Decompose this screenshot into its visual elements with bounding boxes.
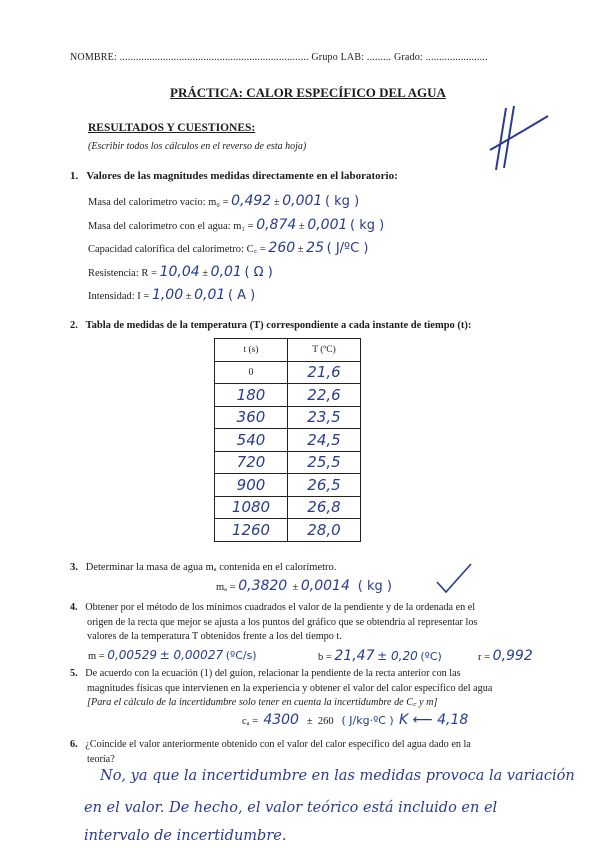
q3-heading (70, 562, 336, 573)
table-row: 720 25,5 (215, 451, 361, 474)
ma-error: 0,0014 (300, 578, 350, 594)
col-temp-header: T (ºC) (288, 339, 361, 362)
q3-answer: mₐ = 0,3820 ± 0,0014 ( kg ) (216, 578, 392, 594)
q5-heading (70, 667, 492, 711)
grado-label: Grado: (393, 52, 423, 63)
q1-row-m0: Masa del calorímetro vacío: m₀ = 0,492 ± 0,001 ( kg ) (88, 193, 360, 209)
grupo-label: Grupo LAB: (311, 52, 365, 63)
specific-heat-unit: ( J/kg·ºC ) (341, 714, 394, 727)
intercept-unit: (ºC) (420, 650, 442, 663)
q6-heading (70, 738, 471, 767)
q1-number: 1. (70, 170, 79, 182)
grader-mark (478, 104, 558, 176)
nombre-label: NOMBRE: (70, 52, 117, 63)
intercept-value: 21,47 (334, 648, 375, 664)
table-header-row (215, 339, 361, 362)
q4-number: 4. (70, 602, 78, 613)
m0-unit: ( kg ) (324, 194, 360, 209)
m0-value: 0,492 (231, 193, 272, 209)
q1-row-i: Intensidad: I = 1,00 ± 0,01 ( A ) (88, 287, 256, 303)
q4-text-2: origen de la recta que mejor se ajusta a los puntos del gráfico que se obtendría al representar los (87, 616, 478, 628)
checkmark-icon (434, 560, 474, 596)
i-value: 1,00 (151, 287, 184, 303)
q5-text-1: De acuerdo con la ecuación (1) del guion, relacionar la pendiente de la recta anterior con las (85, 668, 461, 679)
table-row: 900 26,5 (215, 474, 361, 497)
cc-unit: ( J/ºC ) (326, 241, 369, 256)
m1-error: 0,001 (307, 217, 348, 233)
m1-value: 0,874 (256, 217, 297, 233)
results-heading: RESULTADOS Y CUESTIONES: (88, 122, 256, 134)
q3-text: Determinar la masa de agua mₐ contenida en el calorímetro. (85, 562, 337, 573)
slope-unit: (ºC/s) (225, 649, 257, 662)
r-coefficient: 0,992 (492, 648, 533, 664)
q1-heading (70, 170, 398, 182)
slope-error: ± 0,00027 (159, 648, 224, 662)
r-value: 10,04 (159, 264, 200, 280)
i-unit: ( A ) (227, 288, 256, 303)
q4-correlation: r = 0,992 (478, 648, 533, 664)
q6-answer-line-2: en el valor. De hecho, el valor teórico está incluido en el (84, 800, 498, 816)
q3-number: 3. (70, 562, 78, 573)
q1-row-m1: Masa del calorímetro con el agua: m₁ = 0,874 ± 0,001 ( kg ) (88, 217, 385, 233)
q5-answer: cₐ = 4300 ± 260 ( J/kg·ºC ) K ⟵ 4,18 (242, 712, 469, 728)
ma-unit: ( kg ) (357, 579, 392, 594)
q5-text-3: [Para el cálculo de la incertidumbre solo tener en cuenta la incertidumbre de C꜀ y m] (87, 697, 438, 708)
m0-error: 0,001 (282, 193, 323, 209)
q4-intercept: b = 21,47 ± 0,20 (ºC) (318, 648, 442, 664)
q6-answer-line-3: intervalo de incertidumbre. (84, 828, 287, 844)
table-row: 1080 26,8 (215, 496, 361, 519)
intercept-error: ± 0,20 (377, 649, 418, 663)
q2-heading (70, 320, 471, 331)
specific-heat-value: 4300 (263, 712, 299, 728)
header-line: NOMBRE: ...................................................................... Grupo LAB: ......... Grado: ....................... (70, 52, 488, 63)
slope-value: 0,00529 (107, 648, 157, 662)
m1-unit: ( kg ) (350, 218, 385, 233)
cc-error: 25 (306, 240, 324, 256)
q6-text-1: ¿Coincide el valor anteriormente obtenido con el valor del calor específico del agua dado en la (85, 739, 471, 750)
r-unit: ( Ω ) (244, 265, 273, 280)
table-row: 0 21,6 (215, 361, 361, 384)
results-note: (Escribir todos los cálculos en el reverso de esta hoja) (88, 141, 307, 152)
table-row: 1260 28,0 (215, 519, 361, 542)
specific-heat-error: 260 (317, 716, 334, 727)
q4-heading (70, 601, 477, 645)
table-row: 180 22,6 (215, 384, 361, 407)
theoretical-note: K ⟵ 4,18 (398, 712, 469, 728)
q4-answer: m = 0,00529 ± 0,00027 (ºC/s) (88, 648, 257, 662)
q1-row-r: Resistencia: R = 10,04 ± 0,01 ( Ω ) (88, 264, 273, 280)
q4-text-1: Obtener por el método de los mínimos cuadrados el valor de la pendiente y de la ordenada en el (85, 602, 476, 613)
i-error: 0,01 (194, 287, 226, 303)
temperature-table (214, 338, 361, 542)
q1-row-cc: Capacidad calorífica del calorímetro: C꜀ = 260 ± 25 ( J/ºC ) (88, 240, 369, 256)
q1-text: Valores de las magnitudes medidas directamente en el laboratorio: (86, 170, 398, 182)
q6-number: 6. (70, 739, 78, 750)
table-row: 360 23,5 (215, 406, 361, 429)
cc-value: 260 (268, 240, 296, 256)
q4-text-3: valores de la temperatura T obtenidos frente a los del tiempo t. (87, 631, 342, 642)
table-row: 540 24,5 (215, 429, 361, 452)
q5-text-2: magnitudes físicas que intervienen en la experiencia y obtener el valor del calor específico del agua (87, 682, 493, 694)
ma-value: 0,3820 (238, 578, 288, 594)
q6-answer-line-1: No, ya que la incertidumbre en las medidas provoca la variación (100, 768, 575, 784)
page-title: PRÁCTICA: CALOR ESPECÍFICO DEL AGUA (170, 85, 446, 100)
q5-number: 5. (70, 668, 78, 679)
r-error: 0,01 (210, 264, 242, 280)
q6-text-2: teoría? (87, 753, 115, 765)
col-time-header: t (s) (215, 339, 288, 362)
q2-number: 2. (70, 320, 78, 331)
q2-text: Tabla de medidas de la temperatura (T) correspondiente a cada instante de tiempo (t): (85, 320, 472, 331)
